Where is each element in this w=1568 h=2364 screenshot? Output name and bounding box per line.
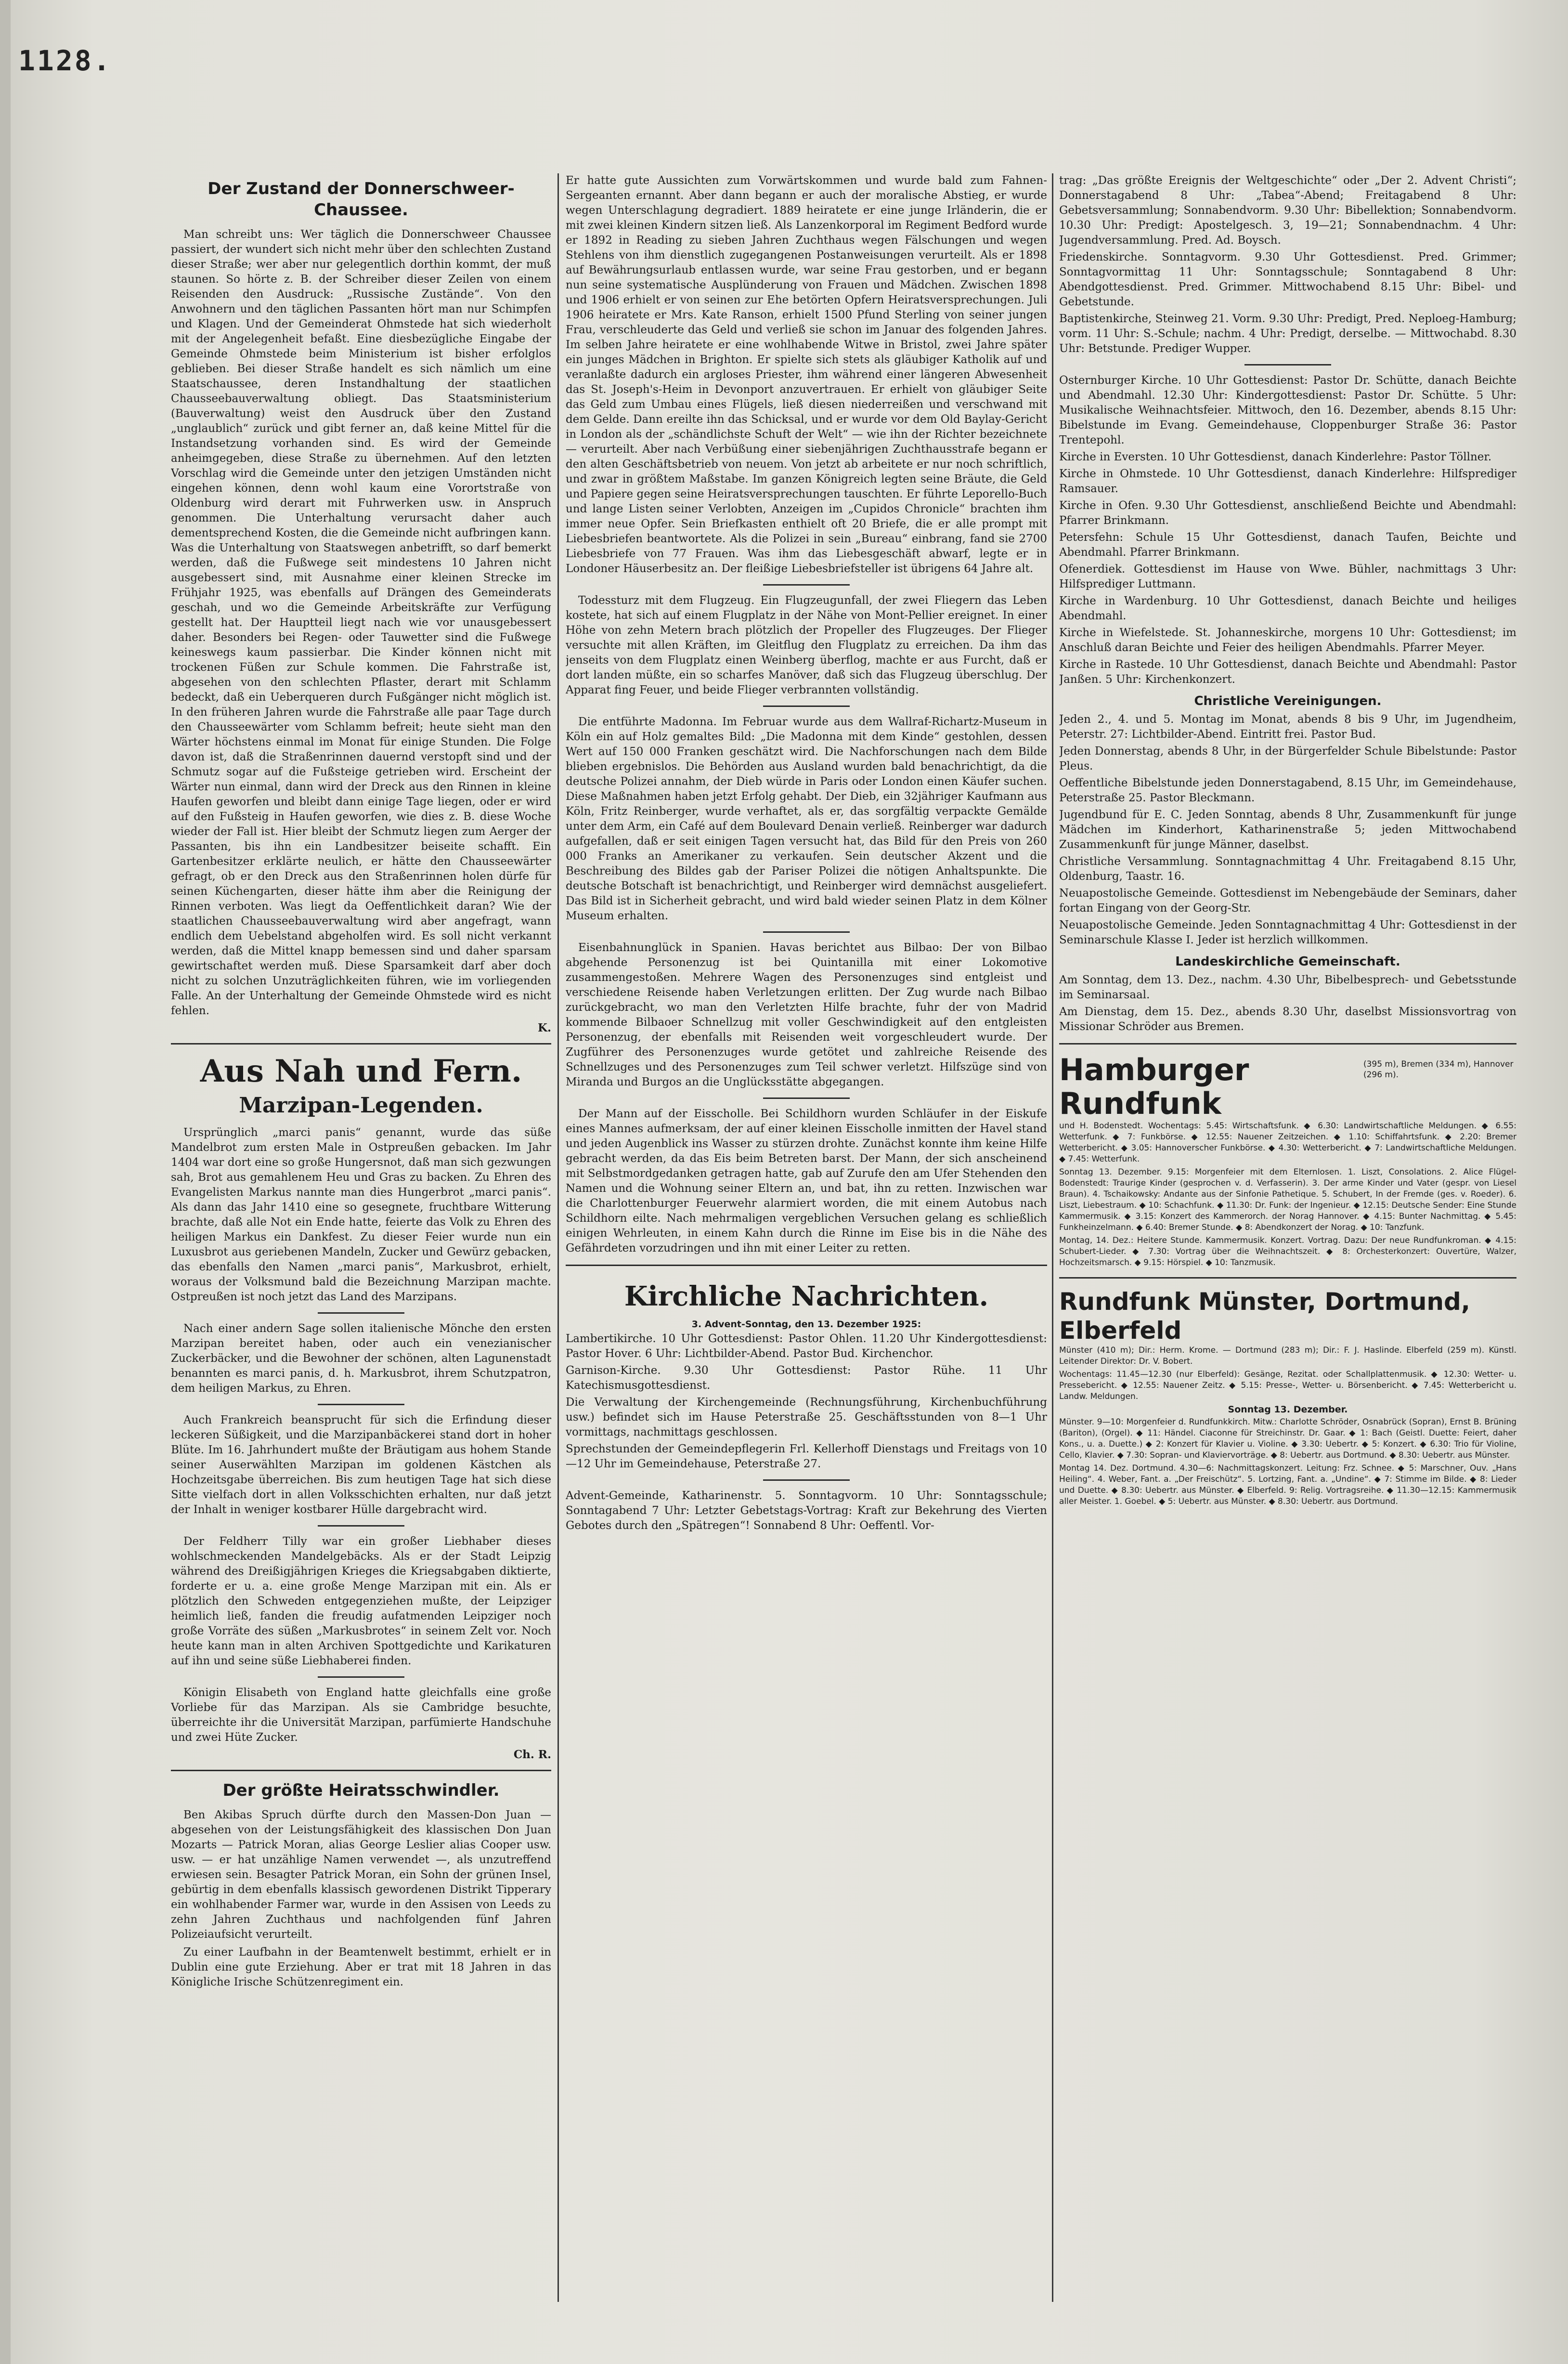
- article-paragraph: Er hatte gute Aussichten zum Vorwärtskommen und wurde bald zum Fahnen-Sergeanten ernannt. Aber dann begann er auch der moralische Abstieg, er wurde wegen Unterschlagung degradiert. 1889 heiratete er eine junge Irländerin, die er mit zwei kleinen Kindern sitzen ließ. Als Lanzenkorporal im Regiment Bedford wurde er 1892 in Reading zu sieben Jahren Zuchthaus wegen Fälschungen und wegen Stehlens von ihm dienstlich zugegangenen Postanweisungen verurteilt. Als er 1898 auf Bewährungsurlaub entlassen wurde, war seine Frau gestorben, und er begann nun seine systematische Ausplünderung von Frauen und Mädchen. Zwischen 1898 und 1906 erhielt er von seinen zur Ehe betörten Opfern Heiratsversprechungen. Juli 1906 heiratete er Mrs. Kate Ranson, erhielt 1500 Pfund Sterling von seiner jungen Frau, verschleuderte das Geld und verließ sie schon im Januar des folgenden Jahres. Im selben Jahre heiratete er eine wohlhabende Witwe in Bristol, zwei Jahre später ein junges Mädchen in Brighton. Er spielte sich stets als gläubiger Katholik auf und veranlaßte dadurch ein argloses Priester, ihm während einer längeren Abwesenheit das St. Joseph's-Heim in Devonport anzuvertrauen. Er erhielt von gläubiger Seite das Geld zum Umbau eines Flügels, ließ diesen niederreißen und verschwand mit dem Gelde. Dann ereilte ihn das Schicksal, und er wurde vor dem Old Baylay-Gericht in London als der „schändlichste Schuft der Welt“ — wie ihn der Richter bezeichnete — verurteilt. Aber nach Verbüßung einer siebenjährigen Zuchthausstrafe begann er den alten Geschäftsbetrieb von neuem. Von jetzt ab arbeitete er nur noch schriftlich, und zwar in größtem Maßstabe. Im ganzen Königreich legten seine Bräute, die Geld und Papiere gegen seine Heiratsversprechungen tauschten. Er führte Leporello-Buch und lange Listen seiner Verlobten, Anzeigen im „Cupidos Chronicle“ brachten ihm immer neue Opfer. Sein Briefkasten enthielt oft 20 Briefe, die er alle prompt mit Liebesbriefen beantwortete. Als die Polizei in sein „Bureau“ einbrang, fand sie 2700 Liebesbriefe von 77 Frauen. Was ihm das Liebesgeschäft abwarf, legte er in Londoner Häuserbesitz an. Der fleißige Liebesbriefsteller ist übrigens 64 Jahre alt.: [566, 174, 1047, 575]
- section-title: Aus Nah und Fern.: [200, 1053, 522, 1089]
- news-item: Der Mann auf der Eisscholle. Bei Schildhorn wurden Schläufer in der Eiskufe eines Mannes aufmerksam, der auf einer kleinen Eisscholle inmitten der Havel stand und jeden Augenblick ins Wasser zu stürzen drohte. Zunächst konnte ihm keine Hilfe gebracht werden, da das Eis beim Betreten barst. Der Mann, der sich anscheinend mit Selbstmordgedanken getragen hatte, gab auf Zurufe den am Ufer Stehenden den Namen und die Wohnung seiner Eltern an, und bat, ihn zu retten. Inzwischen war die Charlottenburger Feuerwehr alarmiert worden, die mit einem Autobus nach Schildhorn eilte. Nach mehrmaligen vergeblichen Versuchen gelang es schließlich einigen Wehrleuten, in einem Kahn durch die Rinne im Eise bis in die Nähe des Gefährdeten vorzudringen und ihn mit einer Leiter zu retten.: [566, 1108, 1047, 1254]
- church-item: Advent-Gemeinde, Katharinenstr. 5. Sonntagvorm. 10 Uhr: Sonntagsschule; Sonntagabend 7 Uhr: Letzter Gebetstags-Vortrag: Kraft zur Bekehrung des Vierten Gebotes durch den „Spätregen“! Sonnabend 8 Uhr: Oeffentl. Vor-: [566, 1489, 1047, 1532]
- church-item: trag: „Das größte Ereignis der Weltgeschichte“ oder „Der 2. Advent Christi“; Donnerstagabend 8 Uhr: „Tabea“-Abend; Freitagabend 8 Uhr: Gebetsversammlung; Sonnabendvorm. 9.30 Uhr: Bibellektion; Sonnabendvorm. 10.30 Uhr: Predigt: Apostelgesch. 3, 19—21; Sonnabendnachm. 4 Uhr: Jugendversammlung. Pred. Ad. Boysch.: [1059, 174, 1516, 247]
- church-item: Petersfehn: Schule 15 Uhr Gottesdienst, danach Taufen, Beichte und Abendmahl. Pfarrer Brinkmann.: [1059, 531, 1516, 559]
- radio-listing: Münster. 9—10: Morgenfeier d. Rundfunkkirch. Mitw.: Charlotte Schröder, Osnabrück (Sopran), Ernst B. Brüning (Bariton), (Orgel). ◆ 11: Händel. Ciaconne für Streichinstr. Dr. Gaar. ◆ 1: Bach (Geistl. Duette: Feiert, daher Kons., u. a. Duette.) ◆ 2: Konzert für Klavier u. Violine. ◆ 3.30: Uebertr. ◆ 5: Konzert. ◆ 6.30: Trio für Violine, Cello, Klavier. ◆ 7.30: Sopran- und Klaviervorträge. ◆ 8: Uebertr. aus Dortmund. ◆ 8.30: Uebertr. aus Münster.: [1059, 1417, 1516, 1460]
- section-title-kirchliche: Kirchliche Nachrichten.: [624, 1280, 989, 1312]
- article-title-heiratsschwindler: Der größte Heiratsschwindler.: [222, 1781, 500, 1800]
- divider: [318, 1676, 404, 1678]
- page-edge-shadow: [0, 0, 11, 2364]
- divider: [763, 1097, 850, 1099]
- radio-header-hamburg: [1059, 1053, 1516, 1121]
- column-2: [566, 173, 1047, 2302]
- association-item: Jeden Donnerstag, abends 8 Uhr, in der Bürgerfelder Schule Bibelstunde: Pastor Pleus.: [1059, 745, 1516, 772]
- radio-date: Sonntag 13. Dezember.: [1228, 1404, 1348, 1415]
- article-paragraph: Nach einer andern Sage sollen italienische Mönche den ersten Marzipan bereitet haben, oder auch ein venezianischer Zuckerbäcker, und die Bewohner der schönen, alten Lagunenstadt benannten es marci panis, d. h. Markusbrot, ihrem Schutzpatron, dem heiligen Markus, zu Ehren.: [171, 1322, 551, 1395]
- article-paragraph: Man schreibt uns: Wer täglich die Donnerschweer Chaussee passiert, der wundert sich nicht mehr über den schlechten Zustand dieser Straße; wer aber nur gelegentlich dorthin kommt, der muß staunen. So hörte z. B. der Schreiber dieser Zeilen von einem Reisenden den Ausdruck: „Russische Zustände“. Von den Anwohnern und den täglichen Passanten hört man nur Schimpfen und Klagen. Und der Gemeinderat Ohmstede hat sich wiederholt mit der Angelegenheit befaßt. Eine diesbezügliche Eingabe der Gemeinde Ohmstede beim Ministerium ist bisher erfolglos geblieben. Bei dieser Straße handelt es sich nämlich um eine Staatschaussee, deren Instandhaltung der staatlichen Chausseebauverwaltung obliegt. Das Staatsministerium (Bauverwaltung) weist den Ausdruck über den Zustand „unglaublich“ zurück und gibt ferner an, daß keine Mittel für die Instandsetzung vorhanden sind. Es wird der Gemeinde anheimgegeben, diese Straße zu übernehmen. Auf den letzten Vorschlag wird die Gemeinde unter den jetzigen Umständen nicht eingehen können, denn wohl kaum eine Vorortstraße von Oldenburg wird derart mit Fuhrwerken usw. in Anspruch genommen. Die Unterhaltung verursacht daher auch dementsprechend Kosten, die die Gemeinde nicht aufbringen kann. Was die Unterhaltung von Staatswegen anbetrifft, so darf bemerkt werden, daß die Fußwege seit mindestens 10 Jahren nicht ausgebessert sind, mit Ausnahme einer kleinen Strecke im Frühjahr 1925, was ebenfalls auf Drängen des Gemeinderats geschah, und wo die Gemeinde Arbeitskräfte zur Verfügung gestellt hat. Der Hauptteil liegt nach wie vor unausgebessert daher. Besonders bei Regen- oder Tauwetter sind die Fußwege keineswegs kaum passierbar. Die Kinder können nicht mit trockenen Füßen zur Schule kommen. Die Fahrstraße ist, abgesehen von den schlechten Pflaster, derart mit Schlamm bedeckt, daß ein Ueberqueren durch Fußgänger nicht möglich ist. In den früheren Jahren wurde die Fahrstraße alle paar Tage durch den Chausseewärter vom Schlamm befreit; heute sieht man den Wärter höchstens einmal im Monat für einige Stunden. Die Folge davon ist, daß die Straßenrinnen dauernd verstopft sind und der Schmutz sogar auf die Fußsteige getrieben wird. Erscheint der Wärter nun einmal, dann wird der Dreck aus den Rinnen in kleine Haufen geworfen und bleibt dann einige Tage liegen, oder er wird auf den Fußsteig in Haufen geworfen, wie dies z. B. diese Woche wieder der Fall ist. Hier bleibt der Schmutz liegen zum Aerger der Passanten, bis ihn ein Landbesitzer beiseite schafft. Ein Gartenbesitzer erklärte neulich, er hätte den Chausseewärter gefragt, ob er den Dreck aus den Straßenrinnen holen dürfe für seinen Küchengarten, dieser hätte ihm aber die Reinigung der Rinnen verboten. Was liegt da Oeffentlichkeit daran? Wie der staatlichen Chausseebauverwaltung wird aber angefragt, wann endlich dem Uebelstand abgeholfen wird. Es soll nicht verkannt werden, daß die Mittel knapp bemessen sind und daher sparsam gewirtschaftet werden muß. Diese Sparsamkeit darf aber doch nicht zu solchen Unzuträglichkeiten führen, wie im vorliegenden Falle. An der Unterhaltung der Gemeinde Ohmstede wird es nicht fehlen.: [171, 228, 551, 1017]
- article-paragraph: Der Feldherr Tilly war ein großer Liebhaber dieses wohlschmeckenden Mandelgebäcks. Als er der Stadt Leipzig während des Dreißigjährigen Krieges die Kriegsabgaben diktierte, forderte er u. a. eine große Menge Marzipan mit ein. Als er plötzlich den Schweden entgegenziehen mußte, der Leipziger heimlich ließ, fanden die freudig aufatmenden Leipziger noch große Vorräte des süßen „Markusbrotes“ in seinem Zelt vor. Noch heute kann man in alten Archiven Spottgedichte und Karikaturen auf ihn und seine süße Liebhaberei finden.: [171, 1535, 551, 1667]
- divider: [1059, 1043, 1516, 1045]
- church-item: Kirche in Wardenburg. 10 Uhr Gottesdienst, danach Beichte und heiliges Abendmahl.: [1059, 595, 1516, 622]
- church-item: Garnison-Kirche. 9.30 Uhr Gottesdienst: Pastor Rühe. 11 Uhr Katechismusgottesdienst.: [566, 1364, 1047, 1392]
- association-item: Christliche Versammlung. Sonntagnachmittag 4 Uhr. Freitagabend 8.15 Uhr, Oldenburg, Taastr. 16.: [1059, 855, 1516, 883]
- divider: [171, 1043, 551, 1045]
- church-date: 3. Advent-Sonntag, den 13. Dezember 1925:: [691, 1319, 921, 1330]
- association-item: Am Sonntag, dem 13. Dez., nachm. 4.30 Uhr, Bibelbesprech- und Gebetsstunde im Seminarsaal.: [1059, 974, 1516, 1001]
- divider: [566, 1265, 1047, 1266]
- church-item: Kirche in Eversten. 10 Uhr Gottesdienst, danach Kinderlehre: Pastor Töllner.: [1059, 451, 1492, 463]
- divider: [318, 1525, 404, 1527]
- church-item: Kirche in Wiefelstede. St. Johanneskirche, morgens 10 Uhr: Gottesdienst; im Anschluß daran Beichte und Feier des heiligen Abendmahls. Pfarrer Meyer.: [1059, 627, 1516, 654]
- church-item: Sprechstunden der Gemeindepflegerin Frl. Kellerhoff Dienstags und Freitags von 10—12 Uhr im Gemeindehause, Peterstraße 27.: [566, 1443, 1047, 1470]
- column-rule: [1052, 173, 1053, 2302]
- divider: [171, 1770, 551, 1771]
- radio-listing: Sonntag 13. Dezember. 9.15: Morgenfeier mit dem Elternlosen. 1. Liszt, Consolations. 2. Alice Flügel-Bodenstedt: Traurige Kinder (gesprochen v. d. Verfasserin). 3. Der arme Kinder und Vater (gespr. von Liesel Braun). 4. Tschaikowsky: Andante aus der Sinfonie Pathetique. 5. Schubert, In der Fremde (ges. v. Roeder). 6. Liszt, Liebestraum. ◆ 10: Schachfunk. ◆ 11.30: Dr. Funk: der Ingenieur. ◆ 12.15: Deutsche Sender: Eine Stunde Kammermusik. ◆ 3.15: Konzert des Kammerorch. der Norag Hannover. ◆ 4.15: Bunter Nachmittag. ◆ 5.45: Funkheinzelmann. ◆ 6.40: Bremer Stunde. ◆ 8: Abendkonzert der Norag. ◆ 10: Tanzfunk.: [1059, 1167, 1516, 1232]
- church-item: Die Verwaltung der Kirchengemeinde (Rechnungsführung, Kirchenbuchführung usw.) befindet sich im Hause Peterstraße 25. Geschäftsstunden von 8—1 Uhr vormittags, nachmittags geschlossen.: [566, 1396, 1047, 1438]
- article-signature: Ch. R.: [513, 1748, 551, 1761]
- radio-listing: und H. Bodenstedt. Wochentags: 5.45: Wirtschaftsfunk. ◆ 6.30: Landwirtschaftliche Meldungen. ◆ 6.55: Wetterfunk. ◆ 7: Funkbörse. ◆ 12.55: Nauener Zeitzeichen. ◆ 1.10: Schiffahrtsfunk. ◆ 2.20: Bremer Wetterbericht. ◆ 3.05: Hannoverscher Funkbörse. ◆ 4.30: Wetterbericht. ◆ 7: Landwirtschaftliche Meldungen. ◆ 7.45: Wetterfunk.: [1059, 1121, 1516, 1164]
- church-item: Osternburger Kirche. 10 Uhr Gottesdienst: Pastor Dr. Schütte, danach Beichte und Abendmahl. 12.30 Uhr: Kindergottesdienst: Pastor Dr. Schütte. 5 Uhr: Musikalische Weihnachtsfeier. Mittwoch, den 16. Dezember, abends 8.15 Uhr: Bibelstunde im Evang. Gemeindehause, Cloppenburger Straße 36: Pastor Trentepohl.: [1059, 374, 1516, 446]
- news-item: Todessturz mit dem Flugzeug. Ein Flugzeugunfall, der zwei Fliegern das Leben kostete, hat sich auf einem Flugplatz in der Nähe von Mont-Pellier ereignet. In einer Höhe von zehn Metern brach plötzlich der Propeller des Flugzeuges. Der Flieger versuchte mit allen Kräften, im Gleitflug den Flugplatz zu erreichen. Da ihm das jenseits von dem Flugplatz einen Weinberg überflog, machte er aus Furcht, daß er dort landen müßte, ein so scharfes Manöver, daß sich das Flugzeug überschlug. Der Apparat fing Feuer, und beide Flieger verbrannten vollständig.: [566, 594, 1047, 696]
- church-item: Lambertikirche. 10 Uhr Gottesdienst: Pastor Ohlen. 11.20 Uhr Kindergottesdienst: Pastor Hover. 6 Uhr: Lichtbilder-Abend. Pastor Bud. Kirchenchor.: [566, 1332, 1047, 1360]
- article-paragraph: Ursprünglich „marci panis“ genannt, wurde das süße Mandelbrot zum ersten Male in Ostpreußen gebacken. Im Jahr 1404 war dort eine so große Hungersnot, daß man sich gezwungen sah, Brot aus gemahlenem Heu und Gras zu backen. Zu Ehren des Evangelisten Markus nannte man dies Hungerbrot „marci panis“. Als dann das Jahr 1410 eine so gesegnete, fruchtbare Witterung brachte, daß alle Not ein Ende hatte, feierte das Volk zu Ehren des heiligen Markus ein Dankfest. Zu dieser Feier wurde nun ein Luxusbrot aus geriebenen Mandeln, Zucker und Gewürz gebacken, das ebenfalls den Namen „marci panis“, Markusbrot, erhielt, woraus der Volksmund bald die Bezeichnung Marzipan machte. Ostpreußen ist noch jetzt das Land des Marzipans.: [171, 1126, 551, 1303]
- radio-title: Hamburger Rundfunk: [1059, 1052, 1249, 1121]
- article-paragraph: Königin Elisabeth von England hatte gleichfalls eine große Vorliebe für das Marzipan. Als sie Cambridge besuchte, überreichte ihr die Universität Marzipan, parfümierte Handschuhe und zwei Hüte Zucker.: [171, 1686, 551, 1744]
- article-signature: K.: [538, 1021, 551, 1034]
- article-paragraph: Ben Akibas Spruch dürfte durch den Massen-Don Juan — abgesehen von der Leistungsfähigkeit des klassischen Don Juan Mozarts — Patrick Moran, alias George Leslier alias Cooper usw. usw. — er hat unzählige Namen verwendet —, als unzutreffend erwiesen sein. Besagter Patrick Moran, ein Sohn der grünen Insel, gebürtig in dem ebenfalls klassisch gewordenen Distrikt Tipperary ein wohlhabender Farmer war, wurde in den Assisen von Leeds zu zehn Jahren Zuchthaus und nachfolgenden fünf Jahren Polizeiaufsicht verurteilt.: [171, 1809, 551, 1941]
- radio-title: Rundfunk Münster, Dortmund, Elberfeld: [1059, 1288, 1470, 1345]
- divider: [763, 931, 850, 933]
- association-item: Jeden 2., 4. und 5. Montag im Monat, abends 8 bis 9 Uhr, im Jugendheim, Peterstr. 27: Lichtbilder-Abend. Eintritt frei. Pastor Bud.: [1059, 713, 1516, 741]
- article-title-chaussee: Der Zustand der Donnerschweer-Chaussee.: [207, 179, 515, 220]
- article-paragraph: Auch Frankreich beansprucht für sich die Erfindung dieser leckeren Süßigkeit, und die Marzipanbäckerei stand dort in hoher Blüte. Im 16. Jahrhundert mußte der Bräutigam aus hohem Stande seiner Auserwählten Marzipan im goldenen Kästchen als Hochzeitsgabe überreichen. Bis zum heutigen Tage hat sich diese Sitte vielfach dort in allen Volksschichten erhalten, nur daß jetzt der Inhalt in weniger kostbarer Hülle dargebracht wird.: [171, 1414, 551, 1516]
- association-item: Neuapostolische Gemeinde. Jeden Sonntagnachmittag 4 Uhr: Gottesdienst in der Seminarschule Klasse I. Jeder ist herzlich willkommen.: [1059, 919, 1516, 946]
- association-item: Am Dienstag, dem 15. Dez., abends 8.30 Uhr, daselbst Missionsvortrag von Missionar Schröder aus Bremen.: [1059, 1006, 1516, 1033]
- radio-listing: Münster (410 m); Dir.: Herm. Krome. — Dortmund (283 m); Dir.: F. J. Haslinde. Elberfeld (259 m). Künstl. Leitender Direktor: Dr. V. Bobert.: [1059, 1345, 1516, 1366]
- section-title-christliche: Christliche Vereinigungen.: [1194, 694, 1382, 708]
- page-number: 1128.: [18, 44, 112, 77]
- column-3: [1059, 173, 1516, 2302]
- news-item: Eisenbahnunglück in Spanien. Havas berichtet aus Bilbao: Der von Bilbao abgehende Personenzug ist bei Quintanilla mit einer Lokomotive zusammengestoßen. Mehrere Wagen des Personenzuges sind entgleist und verschiedene Reisende haben Verletzungen erlitten. Der Zug wurde nach Bilbao zurückgebracht, wo man den Verletzten Hilfe brachte, fuhr der von Madrid kommende Bilbaoer Schnellzug mit voller Geschwindigkeit auf den entgleisten Personenzug, der ebenfalls mit Reisenden weit vorgeschleudert wurde. Der Zugführer des Personenzuges wurde getötet und zahlreiche Reisende des Schnellzuges und des Personenzuges zum Teil schwer verletzt. Hilfszüge sind von Miranda und Burgos an die Unglücksstätte abgegangen.: [566, 941, 1047, 1088]
- church-item: Friedenskirche. Sonntagvorm. 9.30 Uhr Gottesdienst. Pred. Grimmer; Sonntagvormittag 11 Uhr: Sonntagsschule; Sonntagabend 8 Uhr: Abendgottesdienst. Pred. Grimmer. Mittwochabend 8.15 Uhr: Bibel- und Gebetstunde.: [1059, 251, 1516, 308]
- radio-listing: Wochentags: 11.45—12.30 (nur Elberfeld): Gesänge, Rezitat. oder Schallplattenmusik. ◆ 12.30: Wetter- u. Pressebericht. ◆ 12.55: Nauener Zeitz. ◆ 5.15: Presse-, Wetter- u. Börsenbericht. ◆ 7.45: Wetterbericht u. Landw. Meldungen.: [1059, 1370, 1516, 1401]
- church-item: Kirche in Ohmstede. 10 Uhr Gottesdienst, danach Kinderlehre: Hilfsprediger Ramsauer.: [1059, 468, 1516, 495]
- divider: [1244, 364, 1331, 366]
- divider: [763, 584, 850, 586]
- church-item: Ofenerdiek. Gottesdienst im Hause von Wwe. Bühler, nachmittags 3 Uhr: Hilfsprediger Luttmann.: [1059, 563, 1516, 590]
- association-item: Jugendbund für E. C. Jeden Sonntag, abends 8 Uhr, Zusammenkunft für junge Mädchen im Kinderhort, Katharinenstraße 5; jeden Mittwochabend Zusammenkunft für junge Männer, daselbst.: [1059, 809, 1516, 851]
- column-1: [171, 173, 551, 2302]
- church-item: Kirche in Rastede. 10 Uhr Gottesdienst, danach Beichte und Abendmahl: Pastor Janßen. 5 Uhr: Kirchenkonzert.: [1059, 658, 1516, 686]
- radio-frequency: (395 m), Bremen (334 m), Hannover (296 m).: [1363, 1059, 1514, 1080]
- divider: [318, 1404, 404, 1405]
- section-title-landeskirchliche: Landeskirchliche Gemeinschaft.: [1175, 954, 1400, 969]
- radio-listing: Montag 14. Dez. Dortmund. 4.30—6: Nachmittagskonzert. Leitung: Frz. Schnee. ◆ 5: Marschner, Ouv. „Hans Heiling“. 4. Weber, Fant. a. „Der Freischütz“. 5. Lortzing, Fant. a. „Undine“. ◆ 7: Stimme im Bilde. ◆ 8: Lieder und Duette. ◆ 8.30: Uebertr. aus Münster. ◆ Elberfeld. 9: Relig. Vortragsreihe. ◆ 11.30—12.15: Kammermusik aller Meister. 1. Goebel. ◆ 5: Uebertr. aus Münster. ◆ 8.30: Uebertr. aus Dortmund.: [1059, 1463, 1516, 1506]
- column-rule: [557, 173, 559, 2302]
- divider: [763, 705, 850, 707]
- church-item: Kirche in Ofen. 9.30 Uhr Gottesdienst, anschließend Beichte und Abendmahl: Pfarrer Brinkmann.: [1059, 499, 1516, 527]
- church-item: Baptistenkirche, Steinweg 21. Vorm. 9.30 Uhr: Predigt, Pred. Neploeg-Hamburg; vorm. 11 Uhr: S.-Schule; nachm. 4 Uhr: Predigt, derselbe. — Mittwochabd. 8.30 Uhr: Betstunde. Prediger Wupper.: [1059, 313, 1516, 355]
- association-item: Oeffentliche Bibelstunde jeden Donnerstagabend, 8.15 Uhr, im Gemeindehause, Peterstraße 25. Pastor Bleckmann.: [1059, 777, 1516, 804]
- article-paragraph: Zu einer Laufbahn in der Beamtenwelt bestimmt, erhielt er in Dublin eine gute Erziehung. Aber er trat mit 18 Jahren in das Königliche Irische Schützenregiment ein.: [171, 1946, 551, 1988]
- article-title-marzipan: Marzipan-Legenden.: [239, 1093, 483, 1118]
- radio-listing: Montag, 14. Dez.: Heitere Stunde. Kammermusik. Konzert. Vortrag. Dazu: Der neue Rundfunkroman. ◆ 4.15: Schubert-Lieder. ◆ 7.30: Vortrag über die Weihnachtszeit. ◆ 8: Orchesterkonzert: Ouvertüre, Walzer, Hochzeitsmarsch. ◆ 9.15: Hörspiel. ◆ 10: Tanzmusik.: [1059, 1236, 1516, 1267]
- divider: [763, 1479, 850, 1481]
- divider: [318, 1312, 404, 1314]
- news-item: Die entführte Madonna. Im Februar wurde aus dem Wallraf-Richartz-Museum in Köln ein auf Holz gemaltes Bild: „Die Madonna mit dem Kinde“ gestohlen, dessen Wert auf 150 000 Franken geschätzt wird. Die Nachforschungen nach dem Bilde blieben ergebnislos. Die Behörden aus Ausland wurden bald benachrichtigt, da die deutsche Polizei annahm, der Dieb würde in Paris oder London einen Käufer suchen. Diese Maßnahmen haben jetzt Erfolg gehabt. Der Dieb, ein 32jähriger Kaufmann aus Köln, Fritz Reinberger, wurde verhaftet, als er, das sorgfältig verpackte Gemälde unter dem Arm, ein Café auf dem Boulevard Denain verließ. Reinberger war dadurch aufgefallen, daß er seit einigen Tagen versucht hat, das Bild für den Preis von 260 000 Franks an Amerikaner zu verkaufen. Sein deutscher Akzent und die Beschreibung des Bildes gab der Pariser Polizei die nötigen Anhaltspunkte. Die deutsche Botschaft ist benachrichtigt, und Reinberger wird demnächst ausgeliefert. Das Bild ist in Sicherheit gebracht, und wird bald wieder seinen Platz in dem Kölner Museum erhalten.: [566, 716, 1047, 922]
- divider: [1059, 1277, 1516, 1279]
- association-item: Neuapostolische Gemeinde. Gottesdienst im Nebengebäude der Seminars, daher fortan Eingang von der Georg-Str.: [1059, 887, 1516, 914]
